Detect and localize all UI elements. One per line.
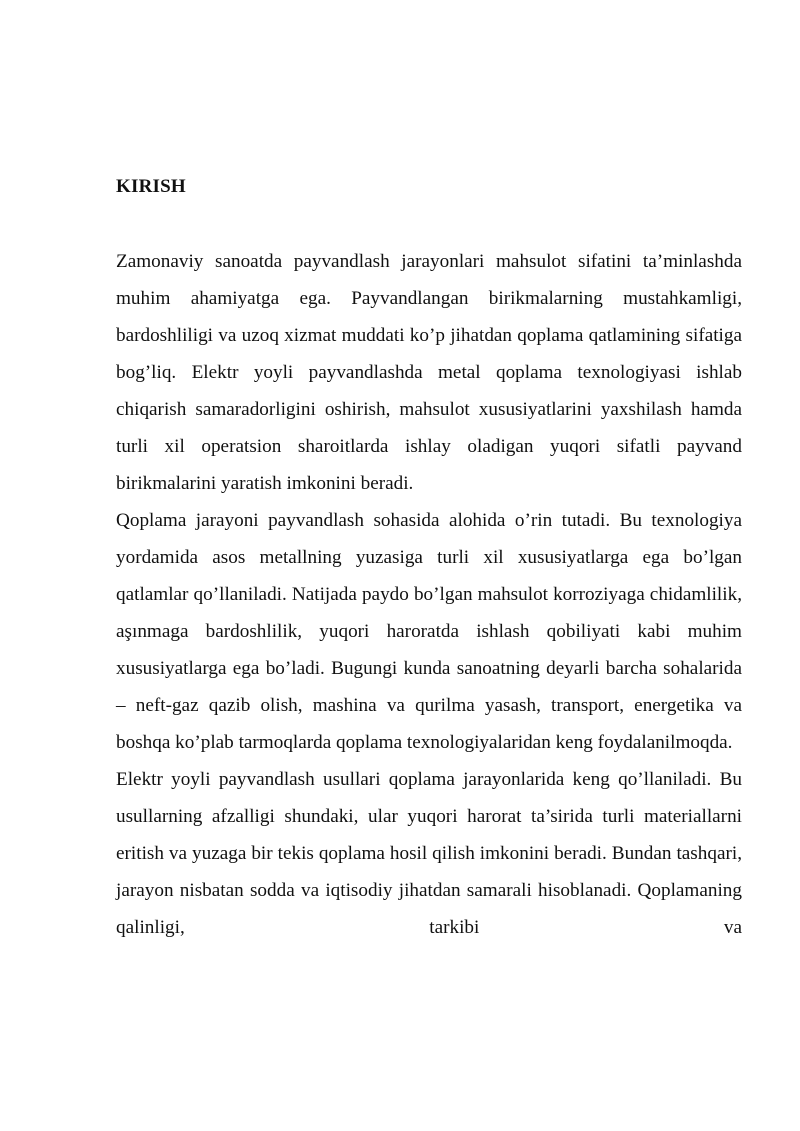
paragraph-1: Zamonaviy sanoatda payvandlash jarayonlari mahsulot sifatini ta’minlashda muhim ahamiyatga ega. Payvandlangan birikmalarning mustahkamligi, bardoshliligi va uzoq xizmat muddati ko’p jihatdan qoplama qatlamining sifatiga bog’liq. Elektr yoyli payvandlashda metal qoplama texnologiyasi ishlab chiqarish samaradorligini oshirish, mahsulot xususiyatlarini yaxshilash hamda turli xil operatsion sharoitlarda ishlay oladigan yuqori sifatli payvand birikmalarini yaratish imkonini beradi.: [116, 251, 742, 494]
paragraph-3: Elektr yoyli payvandlash usullari qoplama jarayonlarida keng qo’llaniladi. Bu usullarning afzalligi shundaki, ular yuqori harorat ta’sirida turli materiallarni eritish va yuzaga bir tekis qoplama hosil qilish imkonini beradi. Bundan tashqari, jarayon nisbatan sodda va iqtisodiy jihatdan samarali hisoblanadi. Qoplamaning qalinligi, tarkibi va: [116, 769, 742, 938]
section-heading: KIRISH: [116, 176, 186, 197]
paragraph-2: Qoplama jarayoni payvandlash sohasida alohida o’rin tutadi. Bu texnologiya yordamida asos metallning yuzasiga turli xil xususiyatlarga ega bo’lgan qatlamlar qo’llaniladi. Natijada paydo bo’lgan mahsulot korroziyaga chidamlilik, aşınmaga bardoshlilik, yuqori haroratda ishlash qobiliyati kabi muhim xususiyatlarga ega bo’ladi. Bugungi kunda sanoatning deyarli barcha sohalarida – neft-gaz qazib olish, mashina va qurilma yasash, transport, energetika va boshqa ko’plab tarmoqlarda qoplama texnologiyalaridan keng foydalanilmoqda.: [116, 510, 742, 753]
body-text: [116, 243, 742, 946]
